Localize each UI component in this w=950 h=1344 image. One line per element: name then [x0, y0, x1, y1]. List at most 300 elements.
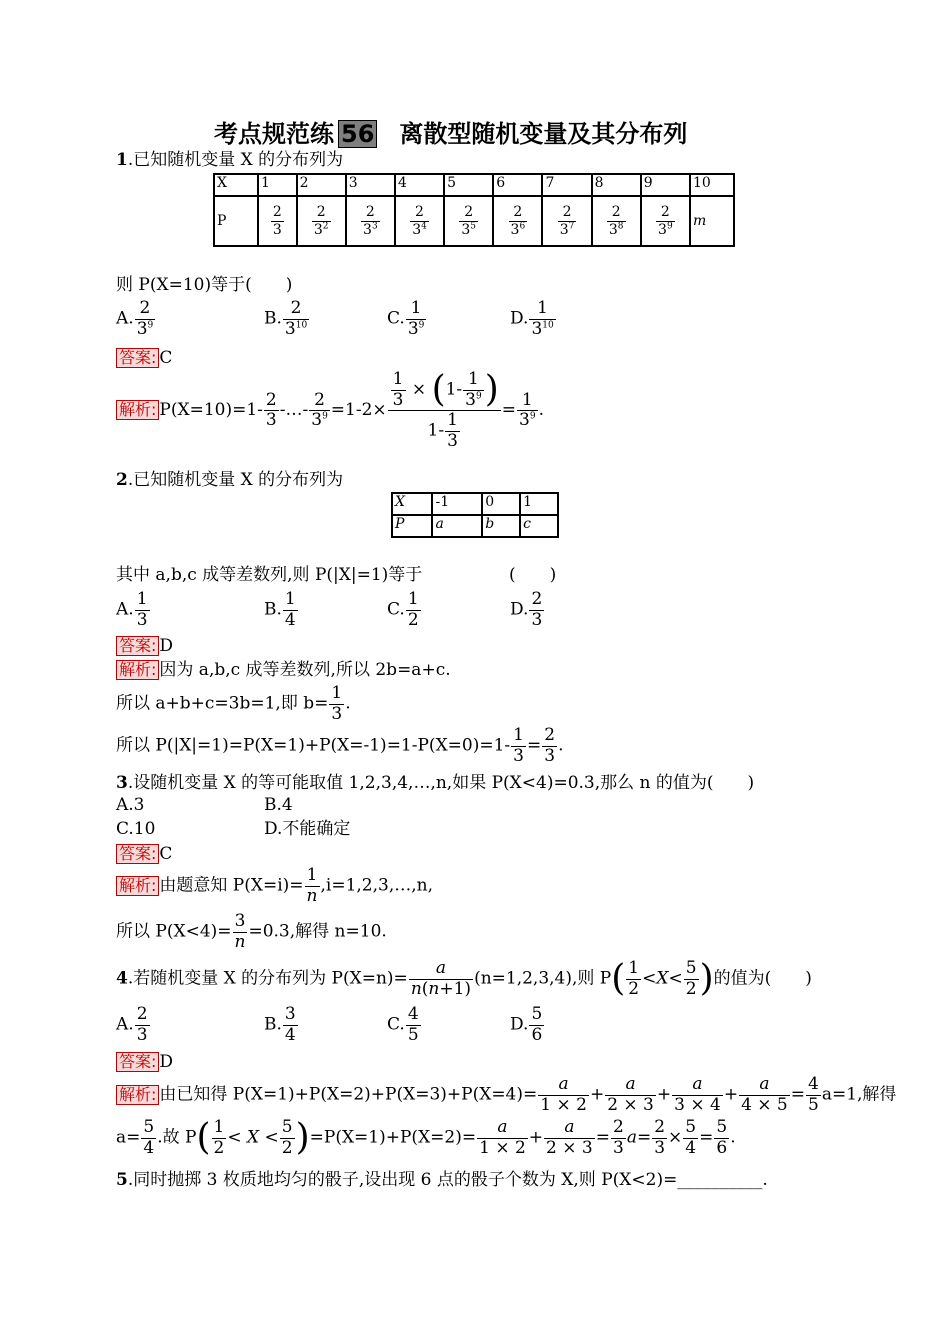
q2-option-a [116, 590, 151, 630]
option-label: D. [510, 599, 529, 620]
fraction [544, 1118, 595, 1158]
numerator: 2 [361, 204, 380, 221]
q4-option-d [510, 1005, 545, 1045]
denominator [361, 222, 380, 238]
q1-p-cell [493, 196, 542, 246]
fraction [406, 299, 427, 339]
exponent: 9 [476, 390, 482, 401]
left-paren-icon: ( [431, 369, 446, 411]
denominator: 6 [531, 1024, 543, 1045]
q1-x-cell: 8 [592, 174, 641, 196]
q2-x-cell: X [392, 493, 432, 515]
answer-label: 答案: [116, 348, 159, 368]
numerator: 1 [136, 589, 148, 609]
fraction [626, 959, 641, 999]
q2-question [116, 567, 422, 584]
denominator: 3 [544, 745, 556, 766]
fraction [410, 204, 429, 237]
den-base: 3 [531, 318, 543, 339]
right-paren-icon: ) [484, 369, 499, 411]
numerator: 5 [716, 1117, 728, 1137]
exponent: 3 [371, 220, 378, 231]
q1-option-a [116, 299, 156, 339]
analysis-text: 由题意知 P(X=i)= [159, 875, 304, 896]
q1-text: .已知随机变量 X 的分布列为 [127, 150, 344, 170]
numerator: 1 [213, 1117, 225, 1137]
fraction [280, 1118, 295, 1158]
fraction [312, 204, 331, 237]
numerator: $\frac{1}{3}$ × (1- $\frac{1}{3^9}$ ) [388, 370, 501, 411]
denominator: 1- $\frac{1}{3}$ [427, 410, 458, 451]
numerator: 2 [136, 1004, 148, 1024]
q3-option-a: A.3 [116, 795, 145, 815]
q1-p-cell-m: m [690, 196, 734, 246]
fraction [459, 204, 478, 237]
q3-option-c: C.10 [116, 819, 156, 839]
option-label: B. [264, 1014, 282, 1035]
q2-analysis-2: 所以 a+b+c=3b=1,即 b= $\frac{1}{3}$ . [116, 683, 351, 724]
denominator: 2 [213, 1137, 225, 1158]
numerator: 5 [685, 958, 697, 978]
option-label: B. [264, 599, 282, 620]
numerator: 1 [305, 866, 320, 887]
denominator: 2 [685, 978, 697, 999]
exponent: 10 [542, 319, 554, 330]
numerator: a [477, 1118, 528, 1139]
q1-question: 则 P(X=10)等于( ) [116, 275, 293, 295]
q3-option-b: B.4 [264, 795, 293, 815]
analysis-text: 因为 a,b,c 成等差数列,所以 2b=a+c. [159, 660, 451, 680]
analysis-text: . [538, 400, 544, 421]
fraction [212, 1118, 227, 1158]
analysis-text: =P(X=1)+P(X=2)= [309, 1127, 477, 1148]
fraction [361, 204, 380, 237]
q1-x-cell: 6 [493, 174, 542, 196]
q2-paren: ( ) [509, 565, 557, 585]
q4-answer [116, 1052, 173, 1072]
title-suffix: 离散型随机变量及其分布列 [399, 120, 688, 148]
exponent: 9 [418, 319, 425, 330]
q1-x-header: X [214, 174, 258, 196]
denominator: 3 [136, 1024, 148, 1045]
den-base: 3 [559, 221, 569, 238]
analysis-text: a= [116, 1127, 141, 1148]
denominator: 3 [531, 609, 543, 630]
numerator: 2 [607, 204, 626, 221]
fraction [714, 1118, 729, 1158]
numerator: 2 [612, 1117, 624, 1137]
fraction [511, 726, 526, 766]
fraction [283, 590, 298, 630]
fraction [233, 912, 248, 952]
q1-x-cell: 10 [690, 174, 734, 196]
fraction [529, 590, 544, 630]
right-paren-icon: ) [699, 958, 714, 1000]
fraction [305, 866, 320, 906]
q2-x-cell: 1 [520, 493, 558, 515]
den-base: 3 [284, 318, 296, 339]
q1-stem [116, 152, 343, 169]
q3-number: 3 [116, 773, 128, 793]
q1-x-cell: 9 [641, 174, 690, 196]
fraction [684, 959, 699, 999]
numerator: a [409, 959, 473, 980]
option-label: D. [510, 1014, 529, 1035]
numerator: 4 [407, 1004, 419, 1024]
q2-p-cell: b [482, 515, 520, 537]
fraction [611, 1118, 626, 1158]
q1-x-cell: 4 [395, 174, 444, 196]
fraction [406, 1005, 421, 1045]
den-base: 3 [412, 221, 422, 238]
q2-question-text: 其中 a,b,c 成等差数列,则 P(|X|=1)等于 [116, 565, 423, 585]
fraction [517, 391, 538, 431]
den-base: 3 [313, 221, 323, 238]
fraction [529, 1005, 544, 1045]
answer-value: D [159, 636, 174, 656]
exponent: 10 [295, 319, 308, 330]
numerator: 3 [233, 912, 248, 933]
fraction [739, 1075, 790, 1115]
q4-option-a [116, 1005, 151, 1045]
q2-option-d [510, 590, 545, 630]
denominator [135, 320, 156, 340]
option-label: C. [387, 1014, 405, 1035]
left-paren-icon: ( [611, 958, 626, 1000]
denominator: 5 [808, 1094, 819, 1115]
option-label: A. [116, 599, 134, 620]
q3-stem [116, 775, 754, 792]
fraction [271, 204, 284, 237]
denominator: 4 [284, 1024, 296, 1045]
denominator: n [306, 885, 318, 906]
q2-answer [116, 636, 173, 656]
numerator: a [538, 1075, 589, 1096]
q4-analysis-2: a= $\frac{5}{4}$ .故 P( $\frac{1}{2}$ < X < $\frac{5}{2}$ )=P(X=1)+P(X=2)= $\frac{a}{1 \times 2}$ + $\frac{a}{2 \times 3}$ = $\frac{2}{3}$ a= $\frac{2}{3}$ × $\frac{5}{4}$ = $\frac{5}{6}$ . [116, 1117, 736, 1159]
q1-x-cell: 2 [297, 174, 346, 196]
analysis-text: 所以 a+b+c=3b=1,即 b= [116, 693, 329, 714]
q4-option-c [387, 1005, 422, 1045]
denominator [656, 222, 675, 238]
analysis-text: a=1,解得 [821, 1084, 897, 1105]
analysis-text: 所以 P(|X|=1)=P(X=1)+P(X=-1)=1-P(X=0)=1- [116, 735, 511, 756]
exponent: 9 [147, 319, 154, 330]
numerator: 2 [509, 204, 528, 221]
den-base: 3 [608, 221, 618, 238]
denominator [607, 222, 626, 238]
denominator: 2 × 3 [546, 1137, 593, 1158]
q1-answer [116, 348, 172, 368]
q1-number: 1 [116, 150, 128, 170]
numerator: 1 [284, 589, 296, 609]
exponent: 9 [666, 220, 673, 231]
fraction [538, 1075, 589, 1115]
q3-answer [116, 844, 172, 864]
numerator: 1 [392, 369, 404, 389]
numerator: 2 [283, 299, 309, 320]
q2-p-cell: a [432, 515, 482, 537]
numerator: 2 [410, 204, 429, 221]
denominator: 3 [513, 745, 524, 766]
fraction [477, 1118, 528, 1158]
q3-text: .设随机变量 X 的等可能取值 1,2,3,4,…,n,如果 P(X<4)=0.3,那么 n 的值为( ) [127, 773, 755, 793]
q3-analysis-2 [116, 912, 387, 952]
numerator: 1 [447, 410, 458, 431]
numerator: 1 [406, 299, 427, 320]
analysis-text: -…- [279, 400, 309, 421]
numerator: 1 [529, 299, 555, 320]
q1-option-d [510, 299, 557, 339]
den-base: 3 [658, 221, 667, 238]
numerator: 5 [531, 1004, 543, 1024]
title-number: 56 [338, 120, 377, 148]
den-base: 3 [363, 221, 372, 238]
fraction [542, 726, 557, 766]
denominator: 3 [331, 703, 343, 724]
q1-option-b [264, 299, 310, 339]
numerator: 4 [808, 1074, 819, 1094]
denominator [509, 222, 528, 238]
fraction [656, 204, 675, 237]
analysis-text: ,i=1,2,3,…,n, [320, 875, 434, 896]
fraction [283, 1005, 298, 1045]
denominator [406, 320, 427, 340]
denominator: 4 [284, 609, 296, 630]
q1-x-cell: 7 [542, 174, 591, 196]
q2-x-cell: 0 [482, 493, 520, 515]
exponent: 4 [421, 220, 427, 231]
title-prefix: 考点规范练 [214, 120, 334, 148]
denominator: 6 [716, 1137, 728, 1158]
fraction [607, 204, 626, 237]
numerator: 2 [459, 204, 478, 221]
fraction [329, 684, 344, 724]
fraction [309, 391, 330, 431]
q1-option-c [387, 299, 427, 339]
numerator: 2 [135, 299, 156, 320]
exponent: 8 [617, 220, 624, 231]
numerator: 5 [685, 1117, 697, 1137]
q1-p-cell [297, 196, 346, 246]
q2-analysis-1 [116, 660, 451, 680]
fraction [283, 299, 309, 339]
denominator: 2 [628, 978, 640, 999]
fraction [406, 590, 421, 630]
numerator: 1 [517, 391, 538, 412]
q3-analysis-1 [116, 866, 433, 906]
fraction [409, 959, 473, 999]
q1-p-cell [444, 196, 493, 246]
q1-distribution-table [213, 173, 735, 247]
numerator: 2 [309, 391, 330, 412]
option-label: C. [387, 599, 405, 620]
den-base: 3 [519, 410, 530, 431]
exponent: 9 [322, 411, 328, 422]
numerator: 2 [531, 589, 543, 609]
exponent: 9 [529, 411, 536, 422]
left-paren-icon: ( [196, 1117, 211, 1159]
denominator [463, 391, 484, 411]
q4-text: .若随机变量 X 的分布列为 P(X=n)= [127, 968, 408, 989]
fraction [509, 204, 528, 237]
exponent: 6 [519, 220, 526, 231]
denominator: 2 [281, 1137, 293, 1158]
compound-fraction [388, 370, 501, 451]
numerator: 5 [143, 1117, 155, 1137]
numerator: 2 [272, 204, 282, 221]
exponent: 5 [470, 220, 477, 231]
fraction [445, 411, 460, 451]
answer-value: D [159, 1052, 174, 1072]
denominator: 1 × 2 [479, 1137, 526, 1158]
denominator: 3 [654, 1137, 666, 1158]
q2-text: .已知随机变量 X 的分布列为 [127, 470, 344, 490]
q2-analysis-3: 所以 P(|X|=1)=P(X=1)+P(X=-1)=1-P(X=0)=1- $\frac{1}{3}$ = $\frac{2}{3}$ . [116, 725, 564, 766]
denominator [312, 222, 331, 238]
numerator: 2 [312, 204, 331, 221]
q1-p-cell [258, 196, 297, 246]
q1-p-cell [592, 196, 641, 246]
analysis-text: .故 P [157, 1127, 197, 1148]
q4-analysis-1: 解析: 由已知得 P(X=1)+P(X=2)+P(X=3)+P(X=4)= $\frac{a}{1 \times 2}$ + $\frac{a}{2 \times 3}$ + $\frac{a}{3 \times 4}$ + $\frac{a}{4 \times 5}$ = $\frac{4}{5}$ a=1,解得 [116, 1075, 896, 1115]
numerator: 3 [284, 1004, 296, 1024]
den-base: 3 [465, 389, 476, 410]
q1-p-cell [395, 196, 444, 246]
q4-text: (n=1,2,3,4),则 P [474, 968, 612, 989]
fraction [135, 299, 156, 339]
denominator [558, 222, 577, 238]
den-base: 3 [510, 221, 520, 238]
numerator: a [605, 1075, 656, 1096]
denominator [283, 320, 309, 340]
q2-p-cell: c [520, 515, 558, 537]
q4-number: 4 [116, 968, 128, 989]
fraction [605, 1075, 656, 1115]
fraction [141, 1118, 156, 1158]
denominator: 3 [392, 389, 404, 410]
denominator: 2 × 3 [607, 1094, 654, 1115]
q5-text: .同时抛掷 3 枚质地均匀的骰子,设出现 6 点的骰子个数为 X,则 P(X<2)=__________. [127, 1170, 768, 1190]
analysis-label: 解析: [116, 876, 159, 896]
answer-value: C [159, 844, 173, 864]
fraction [672, 1075, 723, 1115]
numerator: 1 [628, 958, 640, 978]
q2-number: 2 [116, 470, 128, 490]
analysis-label: 解析: [116, 400, 159, 420]
denominator: n [234, 931, 246, 952]
q2-option-b [264, 590, 299, 630]
numerator: 1 [407, 589, 419, 609]
answer-label: 答案: [116, 1052, 159, 1072]
q2-distribution-table [391, 492, 559, 538]
den-base: 3 [136, 318, 148, 339]
q1-x-cell: 5 [444, 174, 493, 196]
option-label: B. [264, 308, 282, 329]
exponent: 7 [568, 220, 575, 231]
fraction [135, 590, 150, 630]
numerator: a [672, 1075, 723, 1096]
denominator: n(n+1) [410, 978, 472, 999]
numerator: a [739, 1075, 790, 1096]
option-label: A. [116, 308, 134, 329]
analysis-text: =1-2× [330, 400, 387, 421]
q2-x-cell: -1 [432, 493, 482, 515]
analysis-text: P(X=10)=1- [159, 400, 263, 421]
denominator [517, 411, 538, 431]
den-base: 3 [272, 221, 282, 238]
numerator: 2 [656, 204, 675, 221]
denominator: 3 [612, 1137, 624, 1158]
q1-analysis [116, 370, 544, 451]
analysis-text: 所以 P(X<4)= [116, 921, 232, 942]
fraction [135, 1005, 150, 1045]
answer-label: 答案: [116, 636, 159, 656]
q2-p-cell: P [392, 515, 432, 537]
q1-x-cell: 1 [258, 174, 297, 196]
q1-p-cell [542, 196, 591, 246]
q1-x-cell: 3 [346, 174, 395, 196]
numerator: 1 [513, 725, 524, 745]
denominator: 3 [136, 609, 148, 630]
fraction [463, 370, 484, 410]
exponent: 2 [322, 220, 329, 231]
denominator [271, 222, 284, 238]
den-base: 3 [461, 221, 471, 238]
q4-option-b [264, 1005, 299, 1045]
den-base: 3 [311, 410, 323, 431]
denominator: 1 × 2 [540, 1094, 587, 1115]
analysis-label: 解析: [116, 1085, 159, 1105]
q5-stem [116, 1172, 768, 1189]
denominator: 3 × 4 [674, 1094, 721, 1115]
denominator [529, 320, 555, 340]
option-label: C. [387, 308, 405, 329]
page-title [214, 120, 687, 148]
denominator: 3 [447, 430, 458, 451]
fraction [529, 299, 555, 339]
denominator: 2 [407, 609, 419, 630]
numerator: 2 [544, 725, 556, 745]
denominator [309, 411, 330, 431]
analysis-text: = [501, 400, 517, 421]
denominator: 4 [143, 1137, 155, 1158]
right-paren-icon: ) [295, 1117, 310, 1159]
q5-number: 5 [116, 1170, 128, 1190]
fraction [806, 1075, 821, 1115]
q2-stem [116, 472, 343, 489]
answer-value: C [159, 348, 173, 368]
fraction [558, 204, 577, 237]
option-label: D. [510, 308, 529, 329]
fraction [264, 391, 279, 431]
fraction [683, 1118, 698, 1158]
numerator: 1 [463, 370, 484, 391]
numerator: 2 [654, 1117, 666, 1137]
denominator: 3 [265, 410, 277, 431]
denominator [459, 222, 478, 238]
denominator: 4 [685, 1137, 697, 1158]
answer-label: 答案: [116, 844, 159, 864]
denominator: 5 [407, 1024, 419, 1045]
q4-stem: 4.若随机变量 X 的分布列为 P(X=n)= $\frac{a}{n(n+1)}$ (n=1,2,3,4),则 P( $\frac{1}{2}$ <X< $\frac{5}{2}$ )的值为( ) [116, 958, 812, 1000]
numerator: 1 [331, 683, 343, 703]
q1-p-cell [641, 196, 690, 246]
denominator [410, 222, 429, 238]
fraction [391, 370, 406, 410]
fraction [652, 1118, 667, 1158]
q4-text: 的值为( ) [713, 968, 812, 989]
q2-option-c [387, 590, 422, 630]
